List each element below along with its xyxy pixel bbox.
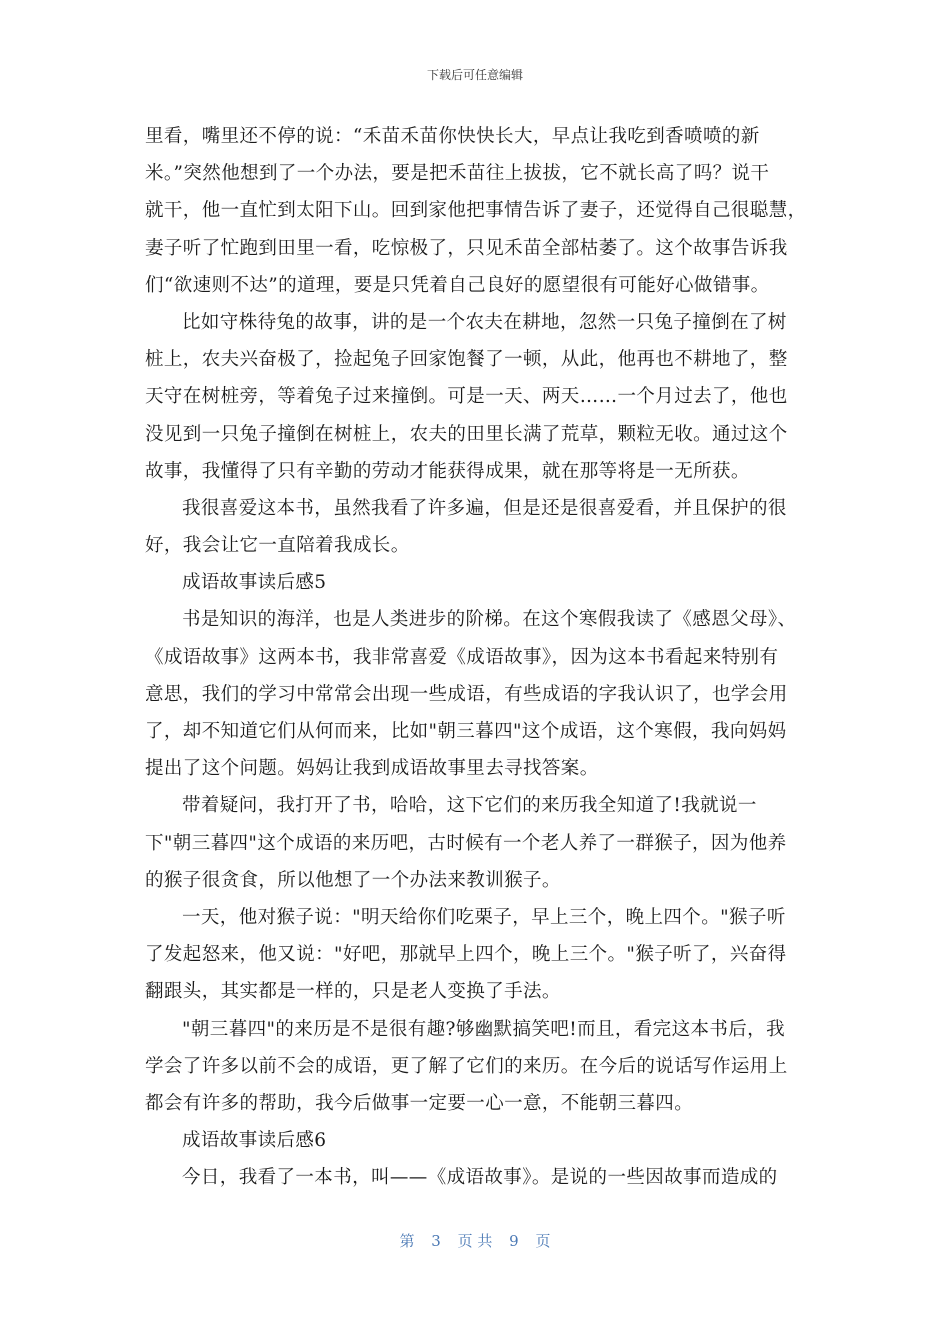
text-line: 妻子听了忙跑到田里一看，吃惊极了，只见禾苗全部枯萎了。这个故事告诉我 — [145, 237, 788, 259]
footer-current-page: 3 — [431, 1232, 441, 1250]
text-line: "朝三暮四"的来历是不是很有趣?够幽默搞笑吧!而且，看完这本书后，我 — [182, 1018, 785, 1040]
text-line: 故事，我懂得了只有辛勤的劳动才能获得成果，就在那等将是一无所获。 — [145, 460, 750, 482]
text-line: 意思，我们的学习中常常会出现一些成语，有些成语的字我认识了，也学会用 — [145, 683, 788, 705]
text-line: 我很喜爱这本书，虽然我看了许多遍，但是还是很喜爱看，并且保护的很 — [182, 497, 787, 519]
text-line: 一天，他对猴子说："明天给你们吃栗子，早上三个，晚上四个。"猴子听 — [182, 906, 786, 928]
document-body — [145, 118, 805, 1196]
page-header: 下载后可任意编辑 — [426, 68, 523, 82]
text-line: 书是知识的海洋，也是人类进步的阶梯。在这个寒假我读了《感恩父母》、 — [182, 609, 797, 631]
text-line: 《成语故事》这两本书，我非常喜爱《成语故事》，因为这本书看起来特别有 — [145, 646, 779, 668]
footer-page-word: 第 — [399, 1232, 415, 1250]
text-line: 没见到一只兔子撞倒在树桩上，农夫的田里长满了荒草，颗粒无收。通过这个 — [145, 423, 788, 445]
footer-of-word: 页 共 — [457, 1232, 493, 1250]
page-footer — [0, 1230, 950, 1251]
text-line: 了，却不知道它们从何而来，比如"朝三暮四"这个成语，这个寒假，我向妈妈 — [145, 721, 787, 742]
text-line: 提出了这个问题。妈妈让我到成语故事里去寻找答案。 — [145, 758, 599, 780]
text-line: 米。”突然他想到了一个办法，要是把禾苗往上拔拔，它不就长高了吗？说干 — [145, 163, 770, 185]
text-line: 今日，我看了一本书，叫——《成语故事》。是说的一些因故事而造成的 — [182, 1167, 778, 1189]
text-line: 天守在树桩旁，等着兔子过来撞倒。可是一天、两天……一个月过去了，他也 — [145, 386, 788, 408]
text-line: 成语故事读后感5 — [182, 572, 327, 594]
footer-total-pages: 9 — [509, 1232, 519, 1250]
text-line: 桩上，农夫兴奋极了，捡起兔子回家饱餐了一顿，从此，他再也不耕地了，整 — [145, 349, 788, 371]
text-line: 们“欲速则不达”的道理，要是只凭着自己良好的愿望很有可能好心做错事。 — [145, 274, 770, 296]
text-line: 成语故事读后感6 — [182, 1130, 327, 1152]
footer-page-word-end: 页 — [535, 1232, 551, 1250]
text-line: 的猴子很贪食，所以他想了一个办法来教训猴子。 — [145, 869, 561, 891]
text-line: 里看，嘴里还不停的说：“禾苗禾苗你快快长大，早点让我吃到香喷喷的新 — [145, 126, 760, 147]
text-line: 翻跟头，其实都是一样的，只是老人变换了手法。 — [145, 981, 561, 1003]
text-line: 学会了许多以前不会的成语，更了解了它们的来历。在今后的说话写作运用上 — [145, 1055, 788, 1077]
text-line: 都会有许多的帮助，我今后做事一定要一心一意，不能朝三暮四。 — [145, 1092, 694, 1114]
text-line: 下"朝三暮四"这个成语的来历吧，古时候有一个老人养了一群猴子，因为他养 — [145, 832, 787, 854]
text-line: 好，我会让它一直陪着我成长。 — [145, 535, 410, 557]
text-line: 就干，他一直忙到太阳下山。回到家他把事情告诉了妻子，还觉得自己很聪慧， — [145, 200, 807, 222]
text-line: 带着疑问，我打开了书，哈哈，这下它们的来历我全知道了!我就说一 — [182, 795, 757, 817]
text-line: 比如守株待兔的故事，讲的是一个农夫在耕地，忽然一只兔子撞倒在了树 — [182, 311, 787, 333]
text-line: 了发起怒来，他又说："好吧，那就早上四个，晚上三个。"猴子听了，兴奋得 — [145, 944, 787, 966]
